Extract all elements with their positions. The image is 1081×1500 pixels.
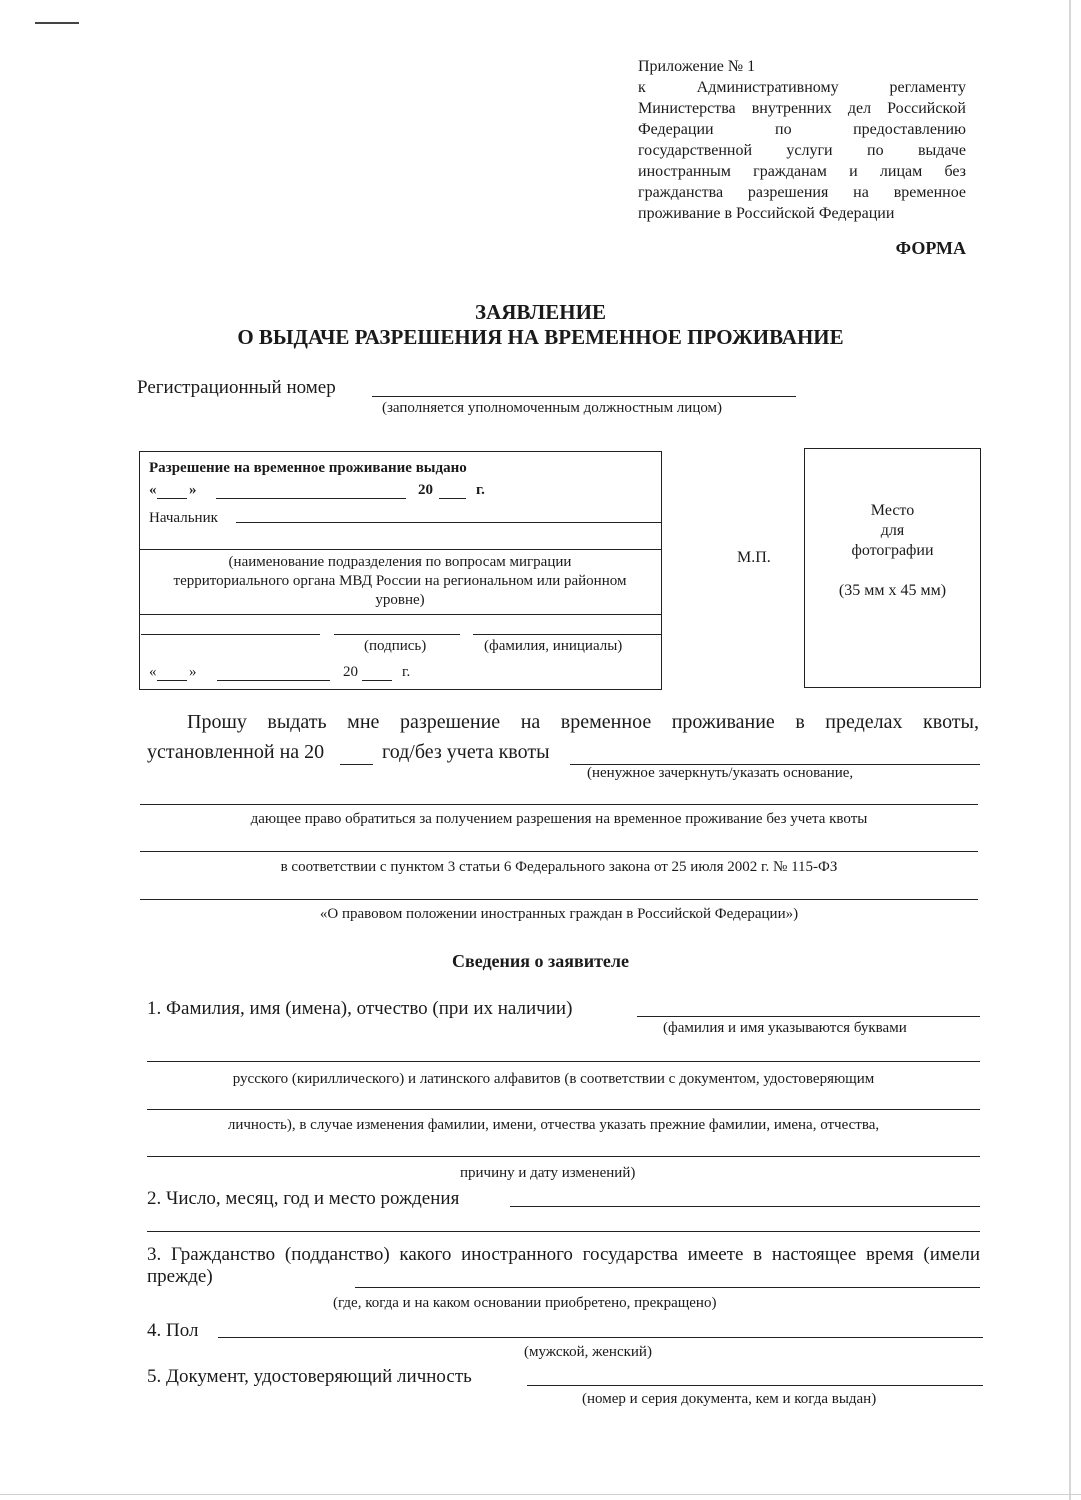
issue-year-suffix: г. — [476, 482, 485, 498]
registration-number-hint: (заполняется уполномоченным должностным лицом) — [382, 400, 723, 416]
sign-year-prefix: 20 — [343, 664, 358, 680]
q1-label: 1. Фамилия, имя (имена), отчество (при их наличии) — [147, 998, 573, 1019]
scan-bottom-edge — [0, 1494, 1081, 1495]
q1-hint-4: причину и дату изменений) — [460, 1165, 636, 1181]
appendix-body: к Административному регламенту Министерства внутренних дел Российской Федерации по предоставлению государственной услуги по выдаче иностранным гражданам и лицам без гражданства разрешения на временное проживание в Российской Федерации — [638, 79, 966, 222]
request-quota-prefix: установленной на 20 — [147, 741, 325, 763]
photo-placeholder-text — [805, 501, 980, 601]
signature-hint: (подпись) — [364, 638, 427, 654]
photo-line-1: Место — [870, 502, 915, 519]
q2-field[interactable] — [510, 1206, 980, 1207]
q5-hint: (номер и серия документа, кем и когда выдан) — [582, 1391, 877, 1407]
q4-label: 4. Пол — [147, 1320, 199, 1341]
quota-basis-field-4[interactable] — [140, 899, 978, 900]
q1-field-4[interactable] — [147, 1156, 980, 1157]
q3-field[interactable] — [355, 1287, 980, 1288]
quota-year-field[interactable] — [340, 764, 373, 765]
q1-field[interactable] — [637, 1016, 980, 1017]
document-title: ЗАЯВЛЕНИЕ — [475, 300, 606, 324]
photo-line-2: для — [880, 522, 905, 539]
issue-heading: Разрешение на временное проживание выдано — [149, 460, 467, 476]
photo-box — [804, 448, 981, 688]
q2-field-2[interactable] — [147, 1231, 980, 1232]
issue-year-field[interactable] — [439, 498, 466, 499]
sign-month-field[interactable] — [217, 680, 330, 681]
request-quota-suffix: год/без учета квоты — [382, 741, 550, 763]
appendix-number: Приложение № 1 — [638, 58, 756, 75]
quota-basis-hint-4: «О правовом положении иностранных граждан в Российской Федерации») — [319, 906, 799, 922]
sign-day-field[interactable] — [157, 680, 187, 681]
q3-label: 3. Гражданство (подданство) какого иностранного государства имеете в настоящее время (имели прежде) — [147, 1244, 980, 1287]
form-label: ФОРМА — [895, 238, 966, 258]
issue-date-open: « — [149, 482, 157, 498]
issue-day-field[interactable] — [157, 498, 187, 499]
sign-date-close: » — [189, 664, 197, 680]
sign-year-suffix: г. — [402, 664, 411, 680]
sign-date-open: « — [149, 664, 157, 680]
q3-hint: (где, когда и на каком основании приобретено, прекращено) — [333, 1295, 717, 1311]
issue-box — [139, 451, 662, 690]
q1-hint-1: (фамилия и имя указываются буквами — [663, 1020, 907, 1036]
box-divider-1 — [140, 549, 661, 550]
q1-hint-3: личность), в случае изменения фамилии, имени, отчества указать прежние фамилии, имена, отчества, — [227, 1117, 880, 1133]
issue-date-close: » — [189, 482, 197, 498]
stamp-label: М.П. — [737, 549, 771, 566]
photo-size: (35 мм х 45 мм) — [838, 582, 947, 599]
q5-field[interactable] — [527, 1385, 983, 1386]
scan-corner-mark — [35, 22, 79, 24]
q5-label: 5. Документ, удостоверяющий личность — [147, 1366, 472, 1387]
registration-number-label: Регистрационный номер — [137, 377, 336, 398]
quota-basis-field-2[interactable] — [140, 804, 978, 805]
q1-hint-2: русского (кириллического) и латинского алфавитов (в соответствии с документом, удостоверяющим — [232, 1071, 875, 1087]
document-subtitle: О ВЫДАЧЕ РАЗРЕШЕНИЯ НА ВРЕМЕННОЕ ПРОЖИВАНИЕ — [237, 325, 844, 349]
quota-basis-hint-3: в соответствии с пунктом 3 статьи 6 Федерального закона от 25 июля 2002 г. № 115-ФЗ — [280, 859, 838, 875]
q4-field[interactable] — [218, 1337, 983, 1338]
appendix-note — [638, 56, 966, 224]
q1-field-2[interactable] — [147, 1061, 980, 1062]
q2-label: 2. Число, месяц, год и место рождения — [147, 1188, 460, 1209]
q1-field-3[interactable] — [147, 1109, 980, 1110]
chief-name-field[interactable] — [236, 522, 661, 523]
initials-field[interactable] — [473, 634, 661, 635]
box-divider-2 — [140, 614, 661, 615]
quota-basis-hint-2: дающее право обратиться за получением разрешения на временное проживание без учета квоты — [250, 811, 868, 827]
scan-right-edge — [1069, 0, 1071, 1500]
quota-basis-field-3[interactable] — [140, 851, 978, 852]
request-line-1: Прошу выдать мне разрешение на временное проживание в пределах квоты, — [187, 711, 979, 733]
position-field[interactable] — [141, 634, 320, 635]
q4-hint: (мужской, женский) — [524, 1344, 652, 1360]
sign-year-field[interactable] — [362, 680, 392, 681]
initials-hint: (фамилия, инициалы) — [484, 638, 623, 654]
registration-number-field[interactable] — [372, 396, 796, 397]
signature-field[interactable] — [334, 634, 460, 635]
quota-basis-hint-1: (ненужное зачеркнуть/указать основание, — [587, 765, 854, 781]
issue-month-field[interactable] — [216, 498, 406, 499]
department-hint: (наименование подразделения по вопросам миграции территориального органа МВД России на региональном или районном уровне) — [173, 554, 627, 608]
chief-label: Начальник — [149, 510, 218, 526]
photo-line-3: фотографии — [851, 542, 934, 559]
issue-year-prefix: 20 — [418, 482, 433, 498]
applicant-section-title: Сведения о заявителе — [451, 951, 630, 971]
